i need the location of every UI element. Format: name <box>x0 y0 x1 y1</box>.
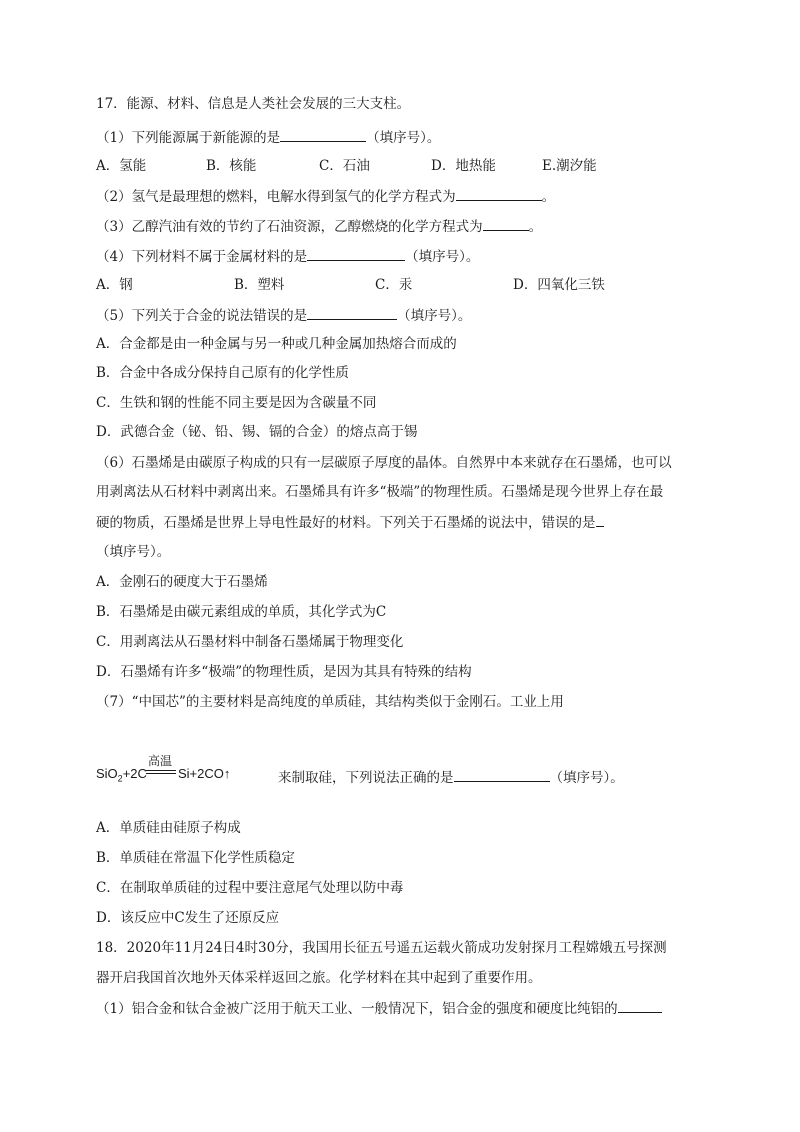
option-e: E.潮汐能 <box>542 158 597 174</box>
q17-part5 <box>96 305 471 326</box>
q17-part6-line2: 用剥离法从石材料中剥离出来。石墨烯具有许多“极端”的物理性质。石墨烯是现今世界上存在最 <box>96 484 664 500</box>
q17-part6-option-d: D．石墨烯有许多“极端”的物理性质，是因为其具有特殊的结构 <box>96 664 472 680</box>
option-a: A．钢 <box>96 277 133 293</box>
q17-part6-line4: （填序号）。 <box>96 544 171 560</box>
equation-products: Si+2CO↑ <box>178 766 231 781</box>
q17-part1-end: （填序号）。 <box>366 130 441 146</box>
q17-part5-option-a: A．合金都是由一种金属与另一种或几种金属加热熔合而成的 <box>96 336 457 352</box>
q17-part5-option-c: C．生铁和钢的性能不同主要是因为含碳量不同 <box>96 395 377 411</box>
q17-part1 <box>96 127 440 148</box>
q17-part6-option-a: A．金刚石的硬度大于石墨烯 <box>96 574 268 590</box>
q17-part2-end: 。 <box>541 189 556 205</box>
option-d: D．地热能 <box>431 158 496 174</box>
option-c: C．石油 <box>319 158 370 174</box>
q17-part6-line3 <box>96 512 604 533</box>
equation-reactants: SiO$_2$+2C <box>96 766 147 784</box>
q17-part1-text: （1）下列能源属于新能源的是 <box>96 130 281 146</box>
q17-part6-line1: （6）石墨烯是由碳原子构成的只有一层碳原子厚度的晶体。自然界中本来就存在石墨烯，也可以 <box>96 455 672 471</box>
question-17-title: 17．能源、材料、信息是人类社会发展的三大支柱。 <box>96 96 411 112</box>
q17-part4-end: （填序号）。 <box>405 249 480 265</box>
answer-blank[interactable] <box>483 216 529 231</box>
q17-part7-option-b: B．单质硅在常温下化学性质稳定 <box>96 850 295 866</box>
answer-blank[interactable] <box>456 186 542 201</box>
q17-part5-option-d: D．武德合金（铋、铅、锡、镉的合金）的熔点高于锡 <box>96 424 418 440</box>
q17-part6-option-c: C．用剥离法从石墨材料中制备石墨烯属于物理变化 <box>96 634 404 650</box>
q17-part2 <box>96 186 555 207</box>
q17-part5-text: （5）下列关于合金的说法错误的是 <box>96 308 308 324</box>
q17-part4 <box>96 246 479 267</box>
option-a: A．氢能 <box>96 158 147 174</box>
answer-blank[interactable] <box>307 246 405 261</box>
q17-part6-line3-text: 硬的物质，石墨烯是世界上导电性最好的材料。下列关于石墨烯的说法中，错误的是 <box>96 515 596 531</box>
q17-part4-text: （4）下列材料不属于金属材料的是 <box>96 249 308 265</box>
q17-part7-option-c: C．在制取单质硅的过程中要注意尾气处理以防中毒 <box>96 880 404 896</box>
q17-part5-end: （填序号）。 <box>397 308 472 324</box>
q17-part3 <box>96 216 542 237</box>
option-b: B．塑料 <box>234 277 285 293</box>
q17-part3-end: 。 <box>528 219 543 235</box>
answer-blank[interactable] <box>596 512 604 527</box>
q17-part2-text: （2）氢气是最理想的燃料，电解水得到氢气的化学方程式为 <box>96 189 456 205</box>
reaction-condition: 高温 <box>148 754 173 768</box>
answer-blank[interactable] <box>618 998 662 1013</box>
q18-part1 <box>96 998 662 1019</box>
question-18-line1: 18．2020年11月24日4时30分，我国用长征五号遥五运载火箭成功发射探月工程嫦娥五号探测 <box>96 940 667 956</box>
q18-part1-text: （1）铝合金和钛合金被广泛用于航天工业、一般情况下，铝合金的强度和硬度比纯铝的 <box>96 1001 618 1017</box>
question-18-line2: 器开启我国首次地外天体采样返回之旅。化学材料在其中起到了重要作用。 <box>96 970 542 986</box>
q17-part7-option-a: A．单质硅由硅原子构成 <box>96 820 241 836</box>
q17-part7-text: 来制取硅，下列说法正确的是 （填序号）。 <box>278 766 624 786</box>
answer-blank[interactable] <box>280 127 366 142</box>
option-b: B．核能 <box>206 158 257 174</box>
q17-part3-text: （3）乙醇汽油有效的节约了石油资源，乙醇燃烧的化学方程式为 <box>96 219 483 235</box>
option-c: C．汞 <box>375 277 413 293</box>
q17-part7-option-d: D．该反应中C发生了还原反应 <box>96 910 280 926</box>
answer-blank[interactable] <box>454 767 550 782</box>
answer-blank[interactable] <box>307 305 397 320</box>
q17-part7-line1: （7）“中国芯”的主要材料是高纯度的单质硅，其结构类似于金刚石。工业上用 <box>96 694 564 710</box>
q17-part6-option-b: B．石墨烯是由碳元素组成的单质，其化学式为C <box>96 604 387 620</box>
option-d: D．四氧化三铁 <box>513 277 605 293</box>
q17-part5-option-b: B．合金中各成分保持自己原有的化学性质 <box>96 365 349 381</box>
equals-sign <box>146 770 176 774</box>
